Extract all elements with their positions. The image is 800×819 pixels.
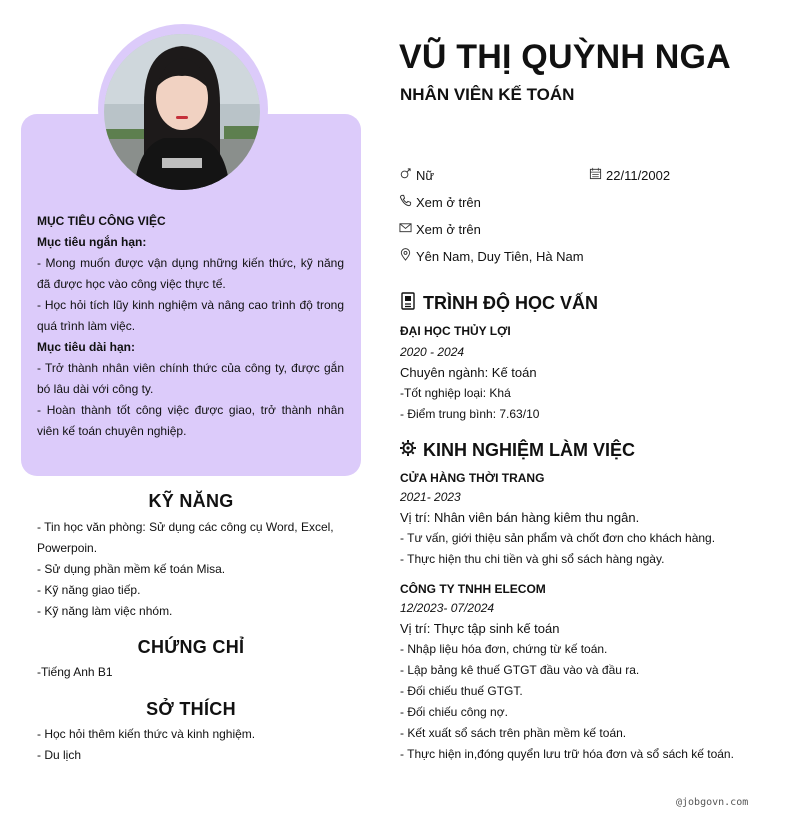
list-item: - Đối chiếu thuế GTGT. [400, 684, 523, 698]
list-item: - Nhập liệu hóa đơn, chứng từ kế toán. [400, 642, 608, 656]
job-position: Vị trí: Nhân viên bán hàng kiêm thu ngân. [400, 510, 640, 525]
list-item: - Du lịch [37, 748, 82, 762]
job-company: CỬA HÀNG THỜI TRANG [400, 471, 545, 485]
mail-icon [399, 221, 412, 237]
education-title: TRÌNH ĐỘ HỌC VẤN [423, 293, 598, 313]
certificates-list [37, 662, 347, 683]
birthday-row [589, 167, 670, 183]
long-term-title: Mục tiêu dài hạn: [37, 340, 136, 354]
education-period: 2020 - 2024 [400, 345, 465, 359]
skills-title: KỸ NĂNG [148, 491, 234, 511]
gender-row [399, 167, 434, 183]
experience-title: KINH NGHIỆM LÀM VIỆC [423, 440, 636, 460]
address-row [399, 248, 584, 264]
list-item: - Kỹ năng giao tiếp. [37, 583, 141, 597]
list-item: -Tiếng Anh B1 [37, 665, 113, 679]
job-entry [400, 580, 790, 765]
list-item: - Đối chiếu công nợ. [400, 705, 508, 719]
phone-value: Xem ở trên [416, 194, 481, 210]
education-header [399, 292, 598, 315]
job-entry [400, 469, 790, 570]
job-company: CÔNG TY TNHH ELECOM [400, 582, 546, 596]
education-block [400, 322, 780, 425]
short-term-title: Mục tiêu ngắn hạn: [37, 235, 147, 249]
gender-icon [399, 167, 412, 183]
job-period: 2021- 2023 [400, 490, 461, 504]
list-item: - Thực hiện thu chi tiền và ghi sổ sách hàng ngày. [400, 552, 665, 566]
objective-title: MỤC TIÊU CÔNG VIỆC [37, 214, 166, 228]
skills-list [37, 517, 347, 622]
phone-icon [399, 194, 412, 210]
candidate-name: VŨ THỊ QUỲNH NGA [399, 38, 731, 76]
list-item: - Thực hiện in,đóng quyển lưu trữ hóa đơn và sổ sách kế toán. [400, 747, 734, 761]
school-name: ĐẠI HỌC THỦY LỢI [400, 324, 511, 338]
job-period: 12/2023- 07/2024 [400, 601, 495, 615]
email-value: Xem ở trên [416, 221, 481, 237]
list-item: - Kỹ năng làm việc nhóm. [37, 604, 173, 618]
email-row [399, 221, 481, 237]
experience-header [399, 439, 635, 462]
list-item: -Tốt nghiệp loại: Khá [400, 386, 511, 400]
phone-row [399, 194, 481, 210]
education-icon [399, 292, 417, 315]
address-value: Yên Nam, Duy Tiên, Hà Nam [416, 248, 584, 264]
hobbies-title: SỞ THÍCH [146, 699, 236, 719]
hobbies-list [37, 724, 347, 766]
list-item: - Học hỏi thêm kiến thức và kinh nghiệm. [37, 727, 256, 741]
short-term-item: - Học hỏi tích lũy kinh nghiệm và nâng cao trình độ trong quá trình làm việc. [37, 298, 344, 333]
certificates-title: CHỨNG CHỈ [137, 637, 245, 657]
gear-icon [399, 439, 417, 462]
list-item: - Tin học văn phòng: Sử dụng các công cụ Word, Excel, Powerpoin. [37, 520, 334, 555]
short-term-item: - Mong muốn được vận dụng những kiến thức, kỹ năng đã được học vào công việc thực tế. [37, 256, 344, 291]
watermark: @jobgovn.com [676, 797, 749, 808]
list-item: - Sử dụng phần mềm kế toán Misa. [37, 562, 226, 576]
location-pin-icon [399, 248, 412, 264]
long-term-item: - Hoàn thành tốt công việc được giao, trở thành nhân viên kế toán chuyên nghiệp. [37, 403, 344, 438]
birthday-value: 22/11/2002 [606, 167, 671, 183]
calendar-icon [589, 167, 602, 183]
avatar [104, 34, 260, 190]
long-term-item: - Trở thành nhân viên chính thức của công ty, được gắn bó lâu dài với công ty. [37, 361, 344, 396]
job-position: Vị trí: Thực tập sinh kế toán [400, 621, 560, 636]
candidate-role: NHÂN VIÊN KẾ TOÁN [400, 85, 575, 104]
list-item: - Tư vấn, giới thiệu sản phẩm và chốt đơn cho khách hàng. [400, 531, 716, 545]
list-item: - Điểm trung bình: 7.63/10 [400, 407, 540, 421]
education-major: Chuyên ngành: Kế toán [400, 365, 537, 380]
objective-section [37, 211, 344, 442]
gender-value: Nữ [416, 167, 435, 183]
list-item: - Lập bảng kê thuế GTGT đầu vào và đầu ra. [400, 663, 640, 677]
list-item: - Kết xuất sổ sách trên phần mềm kế toán. [400, 726, 627, 740]
